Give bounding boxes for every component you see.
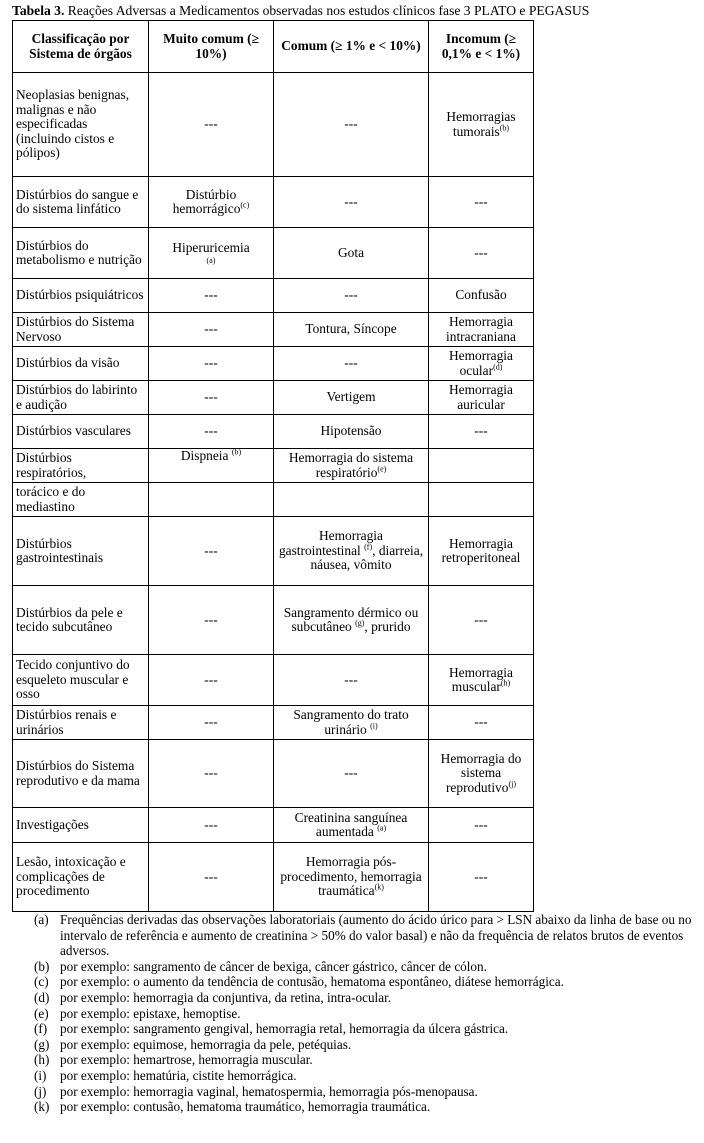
common-cell: --- [274,347,429,381]
table-row [13,517,534,586]
footnote-text: por exemplo: hemartrose, hemorragia muscular. [60,1052,313,1068]
footnote-ref: (b) [499,123,510,133]
table-row [13,279,534,313]
footnote-item [34,912,704,959]
very-common-cell: --- [149,279,274,313]
header-uncommon: Incomum (≥ 0,1% e < 1%) [429,21,534,73]
very-common-cell: --- [149,73,274,177]
header-very-common: Muito comum (≥ 10%) [149,21,274,73]
common-cell [274,843,429,912]
header-system: Classificação por Sistema de órgãos [13,21,149,73]
system-cell: torácico e do mediastino [13,483,149,517]
table-row [13,843,534,912]
footnote-text: por exemplo: epistaxe, hemoptise. [60,1005,241,1021]
table-row [13,73,534,177]
footnote-label: (g) [34,1036,50,1052]
uncommon-cell: --- [429,586,534,655]
common-cell: --- [274,655,429,706]
common-cell: Hipotensão [274,415,429,449]
very-common-cell: --- [149,706,274,740]
footnote-item [34,1084,704,1100]
system-cell: Distúrbios gastrointestinais [13,517,149,586]
common-cell: --- [274,740,429,808]
table-row [13,586,534,655]
uncommon-cell [429,449,534,483]
common-text-cont: , prurido [364,619,411,634]
table-row [13,347,534,381]
table-row [13,177,534,228]
uncommon-cell [429,655,534,706]
footnote-ref: (e) [377,464,387,474]
system-cell: Lesão, intoxicação e complicações de procedimento [13,843,149,912]
footnote-text: Frequências derivadas das observações laboratoriais (aumento do ácido úrico para > LSN abaixo da linha de base ou no intervalo de referência e aumento de creatinina > 50% do valor basal) e não da frequência de relatos brutos de eventos adversos. [60,912,692,959]
footnote-item [34,959,704,975]
footnotes [34,912,704,1115]
common-text: Hemorragia pós-procedimento, hemorragia traumática [280,854,422,899]
common-cell: Vertigem [274,381,429,415]
footnote-ref: (j) [508,779,517,789]
footnote-ref: (d) [493,362,503,372]
system-cell: Neoplasias benignas, malignas e não especificadas (incluindo cistos e pólipos) [13,73,149,177]
uncommon-cell: --- [429,177,534,228]
uncommon-text: Hemorragia muscular [449,664,513,694]
footnote-ref: (c) [240,200,250,210]
footnote-item [34,974,704,990]
very-common-cell [149,228,274,279]
table-row [13,655,534,706]
system-cell: Distúrbios da pele e tecido subcutâneo [13,586,149,655]
footnote-text: por exemplo: o aumento da tendência de contusão, hematoma espontâneo, diátese hemorrágica. [60,974,564,990]
system-cell: Distúrbios do Sistema reprodutivo e da mama [13,740,149,808]
common-cell: --- [274,177,429,228]
table-row [13,381,534,415]
footnote-text: por exemplo: hemorragia vaginal, hematospermia, hemorragia pós-menopausa. [60,1083,478,1099]
table-row [13,449,534,483]
footnote-ref: (a) [377,823,387,833]
table-row [13,415,534,449]
system-cell: Distúrbios do metabolismo e nutrição [13,228,149,279]
very-common-cell: --- [149,843,274,912]
footnote-label: (f) [34,1021,48,1037]
footnote-item [34,1052,704,1068]
system-cell: Distúrbios da visão [13,347,149,381]
very-common-cell: --- [149,381,274,415]
system-cell: Distúrbios do Sistema Nervoso [13,313,149,347]
common-text-cont: , diarreia, náusea, vômito [310,542,424,573]
uncommon-cell: --- [429,415,534,449]
common-text: Sangramento dérmico ou subcutâneo [283,604,419,634]
uncommon-cell: --- [429,228,534,279]
very-common-cell: --- [149,347,274,381]
footnote-label: (i) [34,1067,47,1083]
common-cell [274,449,429,483]
very-common-text: Distúrbio hemorrágico [172,186,241,216]
very-common-text: Dispneia [180,448,229,463]
footnote-label: (a) [34,912,49,927]
system-cell: Distúrbios do labirinto e audição [13,381,149,415]
footnote-ref: (a) [206,255,216,265]
table-row [13,483,534,517]
very-common-text: Hiperuricemia [172,240,250,256]
common-cell [274,706,429,740]
table-caption-text: Reações Adversas a Medicamentos observadas nos estudos clínicos fase 3 PLATO e PEGASUS [64,3,590,18]
common-text: Hemorragia gastrointestinal [278,528,383,558]
table-header-row [13,21,534,73]
common-cell: --- [274,279,429,313]
footnote-label: (h) [34,1052,50,1068]
footnote-text: por exemplo: sangramento de câncer de bexiga, câncer gástrico, câncer de cólon. [60,958,487,974]
common-cell: --- [274,73,429,177]
system-cell: Investigações [13,808,149,843]
footnote-ref: (i) [370,721,378,731]
common-cell [274,586,429,655]
uncommon-cell [429,73,534,177]
table-row [13,740,534,808]
footnote-ref: (h) [500,678,511,688]
footnote-item [34,1037,704,1053]
uncommon-cell: --- [429,843,534,912]
common-text: Sangramento do trato urinário [293,707,409,737]
uncommon-cell: --- [429,706,534,740]
system-cell: Distúrbios vasculares [13,415,149,449]
uncommon-cell [429,347,534,381]
uncommon-text: Hemorragias tumorais [446,109,516,139]
uncommon-cell: Hemorragia retroperitoneal [429,517,534,586]
uncommon-text: Hemorragia do sistema reprodutivo [440,750,522,795]
table-caption [12,3,589,19]
common-cell [274,517,429,586]
header-common: Comum (≥ 1% e < 10%) [274,21,429,73]
footnote-item [34,1068,704,1084]
common-text: Creatinina sanguínea aumentada [294,809,408,839]
uncommon-text: Hemorragia ocular [449,348,513,378]
common-cell: Gota [274,228,429,279]
common-cell: Tontura, Síncope [274,313,429,347]
very-common-cell [149,449,274,483]
common-cell [274,483,429,517]
table-row [13,313,534,347]
system-cell: Tecido conjuntivo do esqueleto muscular e osso [13,655,149,706]
uncommon-cell: Hemorragia auricular [429,381,534,415]
adverse-reactions-table [12,20,534,912]
footnote-ref: (b) [231,447,242,457]
footnote-item [34,990,704,1006]
very-common-cell: --- [149,415,274,449]
footnote-item [34,1099,704,1115]
footnote-item [34,1021,704,1037]
footnote-label: (d) [34,989,50,1005]
system-cell: Distúrbios renais e urinários [13,706,149,740]
system-cell: Distúrbios psiquiátricos [13,279,149,313]
very-common-cell: --- [149,586,274,655]
very-common-cell: --- [149,517,274,586]
footnote-ref: (f) [364,542,373,552]
footnote-ref: (g) [355,618,365,628]
footnote-text: por exemplo: equimose, hemorragia da pele, petéquias. [60,1036,352,1052]
uncommon-cell [429,740,534,808]
footnote-item [34,1006,704,1022]
table-row [13,808,534,843]
footnote-label: (e) [34,1005,49,1021]
footnote-label: (c) [34,974,49,990]
very-common-cell [149,177,274,228]
footnote-label: (j) [34,1083,47,1099]
uncommon-cell: Hemorragia intracraniana [429,313,534,347]
very-common-cell: --- [149,808,274,843]
footnote-text: por exemplo: sangramento gengival, hemorragia retal, hemorragia da úlcera gástrica. [60,1021,509,1037]
footnote-ref: (k) [374,882,384,892]
very-common-cell [149,483,274,517]
system-cell: Distúrbios do sangue e do sistema linfático [13,177,149,228]
very-common-cell: --- [149,313,274,347]
table-row [13,228,534,279]
uncommon-cell: --- [429,808,534,843]
table-row [13,706,534,740]
footnote-text: por exemplo: hematúria, cistite hemorrágica. [60,1067,297,1083]
footnote-label: (k) [34,1099,50,1115]
system-cell: Distúrbios respiratórios, [13,449,149,483]
uncommon-cell: Confusão [429,279,534,313]
very-common-cell: --- [149,740,274,808]
footnote-text: por exemplo: contusão, hematoma traumático, hemorragia traumática. [60,1099,431,1115]
table-caption-label: Tabela 3. [12,3,65,18]
common-text: Hemorragia do sistema respiratório [288,450,414,480]
very-common-cell: --- [149,655,274,706]
uncommon-cell [429,483,534,517]
common-cell [274,808,429,843]
footnote-label: (b) [34,958,50,974]
footnote-text: por exemplo: hemorragia da conjuntiva, da retina, intra-ocular. [60,989,392,1005]
